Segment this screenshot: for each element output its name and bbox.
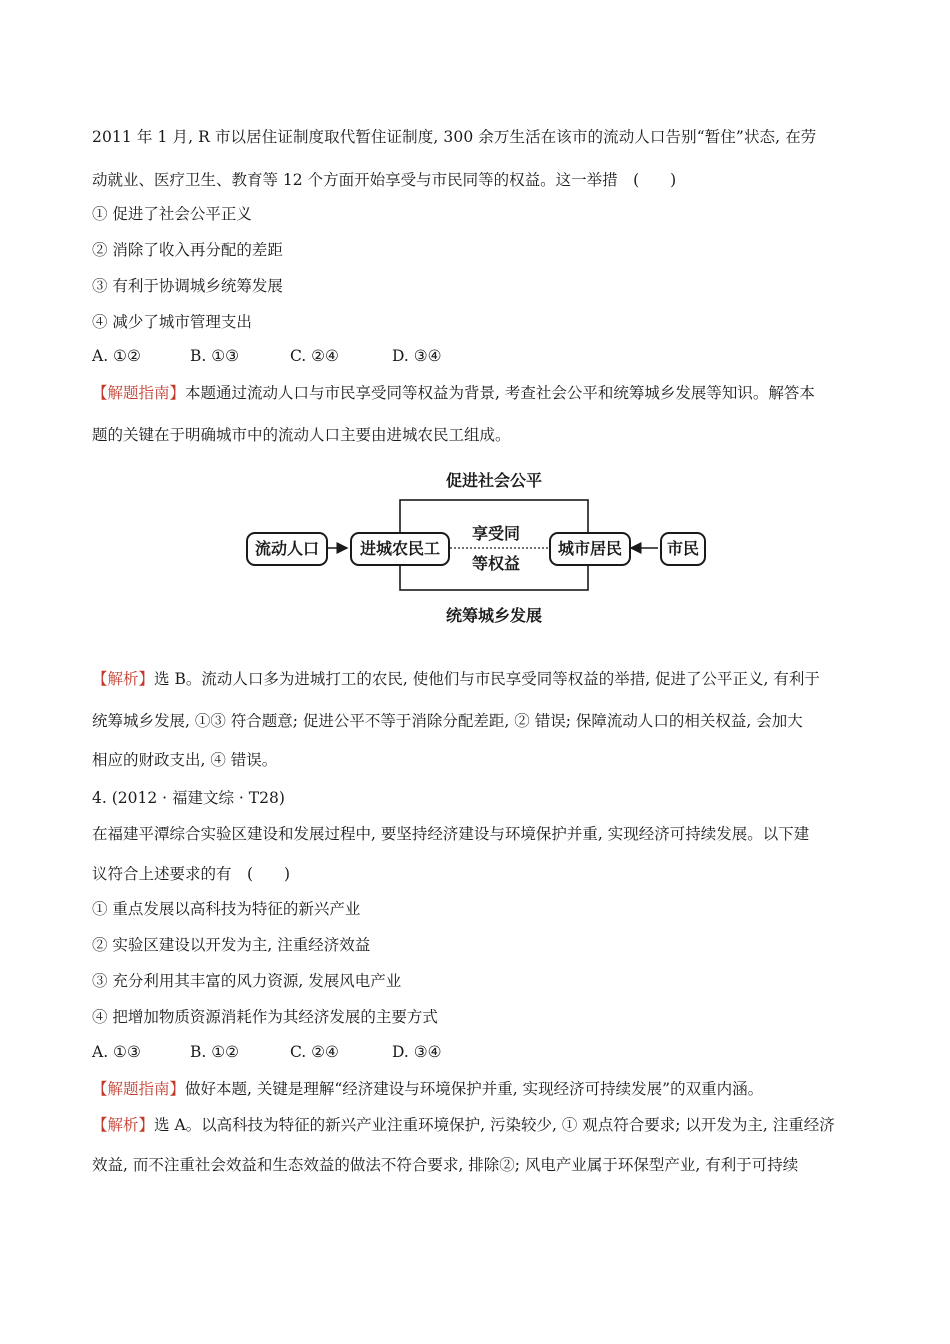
q3-item-1: ① 促进了社会公平正义 xyxy=(92,205,252,223)
q4-item-4: ④ 把增加物质资源消耗作为其经济发展的主要方式 xyxy=(92,1008,438,1026)
analysis-text: 选 B。流动人口多为进城打工的农民, 使他们与市民享受同等权益的举措, 促进了公平正义, 有利于 xyxy=(154,670,820,688)
q3-option-c: C. ②④ xyxy=(290,347,339,365)
q3-guide-line-2: 题的关键在于明确城市中的流动人口主要由进城农民工组成。 xyxy=(92,426,511,444)
diagram-center-line-1: 享受同 xyxy=(471,524,520,543)
q4-stem-line-1: 在福建平潭综合实验区建设和发展过程中, 要坚持经济建设与环境保护并重, 实现经济可持续发展。以下建 xyxy=(92,825,810,843)
analysis-tag: 【解析】 xyxy=(92,670,155,688)
q4-option-c: C. ②④ xyxy=(290,1043,339,1061)
q3-item-3: ③ 有利于协调城乡统筹发展 xyxy=(92,277,283,295)
concept-diagram xyxy=(240,460,720,630)
node-floating-population: 流动人口 xyxy=(246,532,328,566)
analysis-text: 选 A。以高科技为特征的新兴产业注重环境保护, 污染较少, ① 观点符合要求; 以开发为主, 注重经济 xyxy=(154,1116,835,1134)
guide-tag: 【解题指南】 xyxy=(92,384,186,402)
q4-option-d: D. ③④ xyxy=(392,1043,442,1061)
q4-item-2: ② 实验区建设以开发为主, 注重经济效益 xyxy=(92,936,371,954)
q3-guide-line-1 xyxy=(92,383,815,403)
q3-stem-line-2: 动就业、医疗卫生、教育等 12 个方面开始享受与市民同等的权益。这一举措 ( ) xyxy=(92,171,677,189)
q4-header: 4. (2012 · 福建文综 · T28) xyxy=(92,789,285,807)
q4-stem-line-2: 议符合上述要求的有 ( ) xyxy=(92,865,291,883)
node-urban-residents: 城市居民 xyxy=(549,532,631,566)
q3-item-2: ② 消除了收入再分配的差距 xyxy=(92,241,283,259)
q3-option-a: A. ①② xyxy=(92,347,141,365)
q3-analysis-line-1 xyxy=(92,669,820,689)
node-citizens: 市民 xyxy=(660,532,706,566)
guide-text: 做好本题, 关键是理解“经济建设与环境保护并重, 实现经济可持续发展”的双重内涵。 xyxy=(185,1080,764,1098)
q4-item-1: ① 重点发展以高科技为特征的新兴产业 xyxy=(92,900,361,918)
q3-option-d: D. ③④ xyxy=(392,347,442,365)
guide-text: 本题通过流动人口与市民享受同等权益为背景, 考查社会公平和统筹城乡发展等知识。解答本 xyxy=(185,384,815,402)
q3-item-4: ④ 减少了城市管理支出 xyxy=(92,313,252,331)
diagram-bottom-label: 统筹城乡发展 xyxy=(445,606,542,625)
q3-option-b: B. ①③ xyxy=(190,347,240,365)
q4-analysis-line-2: 效益, 而不注重社会效益和生态效益的做法不符合要求, 排除②; 风电产业属于环保型产业, 有利于可持续 xyxy=(92,1156,799,1174)
diagram-top-label: 促进社会公平 xyxy=(445,471,542,490)
node-migrant-workers: 进城农民工 xyxy=(350,532,450,566)
q4-analysis-line-1 xyxy=(92,1115,835,1135)
q3-stem-line-1: 2011 年 1 月, R 市以居住证制度取代暂住证制度, 300 余万生活在该市的流动人口告别“暂住”状态, 在劳 xyxy=(92,128,817,146)
q4-option-a: A. ①③ xyxy=(92,1043,141,1061)
q4-guide-line-1 xyxy=(92,1079,763,1099)
q4-item-3: ③ 充分利用其丰富的风力资源, 发展风电产业 xyxy=(92,972,402,990)
q3-analysis-line-2: 统筹城乡发展, ①③ 符合题意; 促进公平不等于消除分配差距, ② 错误; 保障流动人口的相关权益, 会加大 xyxy=(92,712,803,730)
diagram-center-line-2: 等权益 xyxy=(471,554,520,573)
q3-analysis-line-3: 相应的财政支出, ④ 错误。 xyxy=(92,751,278,769)
q4-option-b: B. ①② xyxy=(190,1043,240,1061)
analysis-tag: 【解析】 xyxy=(92,1116,155,1134)
guide-tag: 【解题指南】 xyxy=(92,1080,186,1098)
